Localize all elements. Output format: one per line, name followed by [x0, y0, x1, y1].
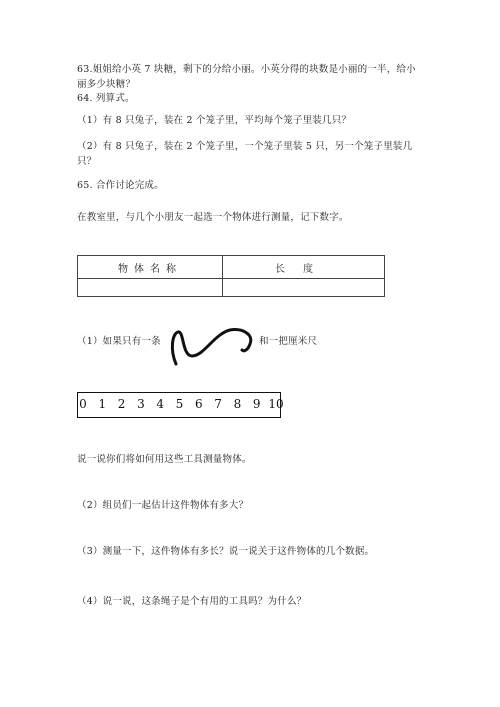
ruler-number-7: 7 — [214, 397, 222, 411]
rope-icon — [168, 326, 258, 368]
ruler-number-10: 10 — [268, 397, 284, 411]
ruler-number-5: 5 — [175, 397, 184, 411]
item1-label: （1）如果只有一条 — [77, 336, 161, 347]
ruler-number-3: 3 — [137, 397, 145, 411]
item4: （4）说一说，这条绳子是个有用的工具吗？为什么？ — [77, 596, 307, 607]
q65-intro: 在教室里，与几个小朋友一起选一个物体进行测量，记下数字。 — [77, 212, 349, 223]
measurement-table — [77, 255, 385, 297]
ruler-number-6: 6 — [194, 397, 203, 411]
item1-label-after: 和一把厘米尺 — [259, 336, 318, 347]
centimeter-ruler — [77, 392, 284, 418]
header-length: 长度 — [275, 264, 331, 275]
ruler-number-0: 0 — [79, 397, 87, 411]
q64-part2-line2: 只？ — [77, 156, 97, 167]
header-object-name: 物体名称 — [118, 264, 182, 275]
q64-part2-line1: （2）有 8 只兔子，装在 2 个笼子里，一个笼子里装 5 只，另一个笼子里装几 — [77, 141, 413, 152]
q65-title: 65. 合作讨论完成。 — [77, 180, 164, 191]
q63-line1: 63.姐姐给小英 7 块糖，剩下的分给小丽。小英分得的块数是小丽的一半，给小 — [77, 64, 416, 75]
ruler-number-4: 4 — [156, 397, 165, 411]
ruler-number-9: 9 — [252, 397, 261, 411]
item2: （2）组员们一起估计这件物体有多大？ — [77, 500, 249, 511]
ruler-number-1: 1 — [98, 397, 107, 411]
ruler-number-8: 8 — [233, 397, 242, 411]
q64-title: 64. 列算式。 — [77, 93, 135, 104]
q63-line2: 丽多少块糖？ — [77, 79, 136, 90]
q64-part1: （1）有 8 只兔子，装在 2 个笼子里，平均每个笼子里装几只？ — [77, 115, 352, 126]
ruler-number-2: 2 — [117, 397, 126, 411]
item3: （3）测量一下，这件物体有多长？说一说关于这件物体的几个数据。 — [77, 546, 375, 557]
say-instruction: 说一说你们将如何用这些工具测量物体。 — [77, 454, 252, 465]
